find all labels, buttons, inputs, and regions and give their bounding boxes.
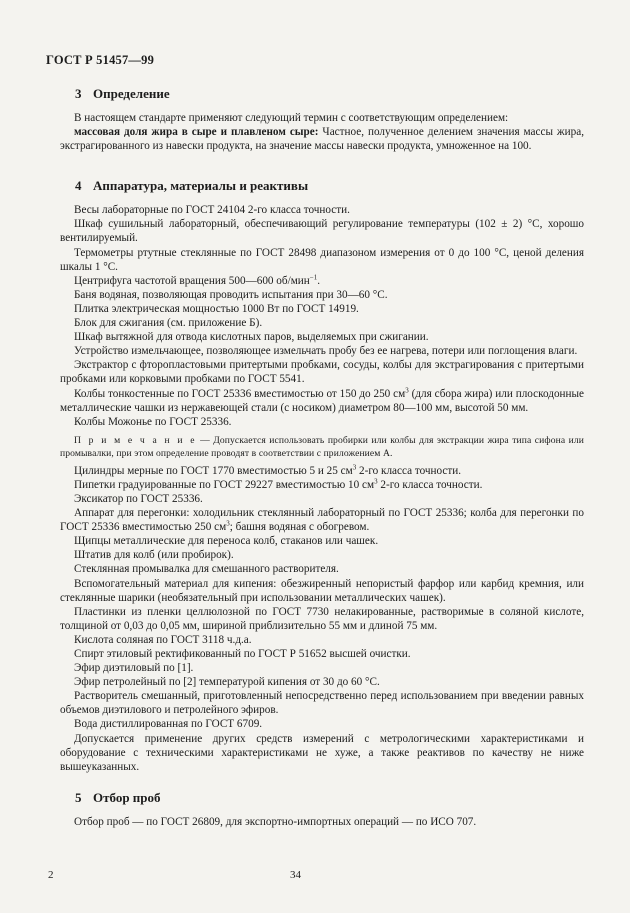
page-number-center: 34 — [290, 869, 301, 881]
note — [60, 434, 584, 460]
item-burning-block: Блок для сжигания (см. приложение Б). — [74, 317, 263, 330]
item-centrifuge-sup: −1 — [309, 273, 318, 282]
section-5-heading — [60, 790, 584, 806]
section-5-text: Отбор проб — по ГОСТ 26809, для экспортно-импортных операций — по ИСО 707. — [74, 815, 477, 828]
item-fume-hood: Шкаф вытяжной для отвода кислотных паров, выделяемых при сжигании. — [74, 331, 429, 344]
item-centrifuge-end: . — [317, 274, 321, 287]
item-cylinders-text: Цилиндры мерные по ГОСТ 1770 вместимостью 5 и 25 см — [74, 464, 353, 477]
section-5-number: 5 — [75, 789, 82, 805]
item-ethyl-alcohol: Спирт этиловый ректификованный по ГОСТ Р 51652 высшей очистки. — [74, 648, 411, 660]
item-alternatives: Допускается применение других средств измерений с метрологическими характеристиками и оборудование с техническими характеристиками не хуже, а также реактивов по качеству не ниже вышеуказанных. — [60, 732, 584, 773]
item-flasks-thinwall — [60, 387, 584, 415]
item-water-bath: Баня водяная, позволяющая проводить испытания при 30—60 °С. — [74, 288, 388, 301]
item-distillation-sup: 3 — [226, 519, 230, 528]
definition-text: Частное, полученное делением значения массы жира, экстрагированного из навески продукта, на значение массы навески продукта, умноженное на 100. — [60, 126, 584, 153]
item-cylinders-end: 2-го класса точности. — [356, 464, 462, 477]
section-4 — [60, 178, 584, 774]
item-tongs: Щипцы металлические для переноса колб, стаканов или чашек. — [74, 535, 379, 548]
item-cylinders — [60, 464, 584, 478]
section-3-title: Определение — [93, 86, 170, 101]
item-wash-bottle: Стеклянная промывалка для смешанного растворителя. — [74, 563, 339, 576]
item-distillation — [60, 506, 584, 534]
item-hydrochloric-acid: Кислота соляная по ГОСТ 3118 ч.д.а. — [74, 633, 252, 646]
item-cellulose-film: Пластинки из пленки целлюлозной по ГОСТ 7730 нелакированные, растворимые в соляной кислоте, толщиной от 0,03 до 0,05 мм, шириной приблизительно 55 мм и длиной 75 мм. — [60, 605, 584, 632]
section-4-title: Аппаратура, материалы и реактивы — [93, 178, 309, 194]
item-pipettes-text: Пипетки градуированные по ГОСТ 29227 вместимостью 10 см — [74, 478, 375, 491]
item-flasks-sup: 3 — [405, 385, 409, 394]
item-cylinders-sup: 3 — [352, 463, 357, 472]
definition-term: массовая доля жира в сыре и плавленом сыре: — [74, 126, 319, 139]
item-flasks-text: Колбы тонкостенные по ГОСТ 25336 вместимостью от 150 до 250 см — [74, 387, 406, 400]
item-flasks-end: (для сбора жира) или плоскодонные металлические чашки из нержавеющей стали (с носиком) диаметром 80—100 мм, высотой 50 мм. — [60, 387, 584, 414]
item-pipettes-end: 2-го класса точности. — [377, 478, 483, 491]
item-rack: Штатив для колб (или пробирок). — [74, 549, 234, 562]
section-5 — [60, 790, 584, 829]
section-3-number: 3 — [75, 86, 82, 101]
item-distillation-text: Аппарат для перегонки: холодильник стеклянный лабораторный по ГОСТ 25336; колба для перегонки по ГОСТ 25336 вместимостью 250 см — [60, 507, 584, 534]
item-pipettes-sup: 3 — [374, 477, 378, 486]
item-pipettes — [60, 478, 584, 492]
document-body — [60, 86, 584, 829]
item-centrifuge-text: Центрифуга частотой вращения 500—600 об/мин — [74, 274, 310, 287]
item-drying-cabinet: Шкаф сушильный лабораторный, обеспечивающий регулирование температуры (102 ± 2) °С, хорошо вентилируемый. — [60, 218, 584, 245]
section-3-intro: В настоящем стандарте применяют следующий термин с соответствующим определением: — [74, 112, 509, 124]
document-header: ГОСТ Р 51457—99 — [46, 53, 155, 67]
item-desiccator: Эксикатор по ГОСТ 25336. — [74, 492, 203, 505]
section-3-definition — [60, 125, 584, 153]
section-4-number: 4 — [75, 178, 82, 194]
item-distilled-water: Вода дистиллированная по ГОСТ 6709. — [74, 718, 263, 731]
note-label: П р и м е ч а н и е — [74, 434, 197, 446]
item-centrifuge — [60, 274, 584, 288]
page-number-left: 2 — [48, 869, 54, 881]
item-extractor: Экстрактор с фторопластовыми притертыми пробками, сосуды, колбы для экстрагирования с притертыми пробками или корковыми пробками по ГОСТ 5541. — [60, 359, 584, 386]
item-mojonnier-flasks: Колбы Можонье по ГОСТ 25336. — [74, 415, 232, 428]
section-3-heading — [60, 86, 584, 102]
section-5-title: Отбор проб — [93, 789, 161, 805]
section-3 — [60, 86, 584, 153]
item-mixed-solvent: Растворитель смешанный, приготовленный непосредственно перед использованием при введении равных объемов диэтилового и петролейного эфиров. — [60, 690, 584, 717]
item-grinder: Устройство измельчающее, позволяющее измельчать пробу без ее нагрева, потери или поглощения влаги. — [74, 345, 578, 358]
item-distillation-end: ; башня водяная с обогревом. — [229, 521, 370, 534]
item-scales: Весы лабораторные по ГОСТ 24104 2-го класса точности. — [74, 204, 350, 217]
item-diethyl-ether: Эфир диэтиловый по [1]. — [74, 662, 194, 675]
item-boiling-aid: Вспомогательный материал для кипения: обезжиренный непористый фарфор или карбид кремния, или стеклянные шарики (необязательный при использовании металлических чашек). — [60, 577, 584, 604]
item-thermometers: Термометры ртутные стеклянные по ГОСТ 28498 диапазоном измерения от 0 до 100 °С, ценой деления шкалы 1 °С. — [60, 246, 584, 273]
item-petroleum-ether: Эфир петролейный по [2] температурой кипения от 30 до 60 °С. — [74, 676, 380, 689]
item-hotplate: Плитка электрическая мощностью 1000 Вт по ГОСТ 14919. — [74, 302, 359, 315]
note-text: — Допускается использовать пробирки или колбы для экстракции жира типа сифона или промывалки, при этом определение проводят в соответствии с приложением А. — [60, 434, 584, 459]
section-4-heading — [60, 178, 584, 194]
